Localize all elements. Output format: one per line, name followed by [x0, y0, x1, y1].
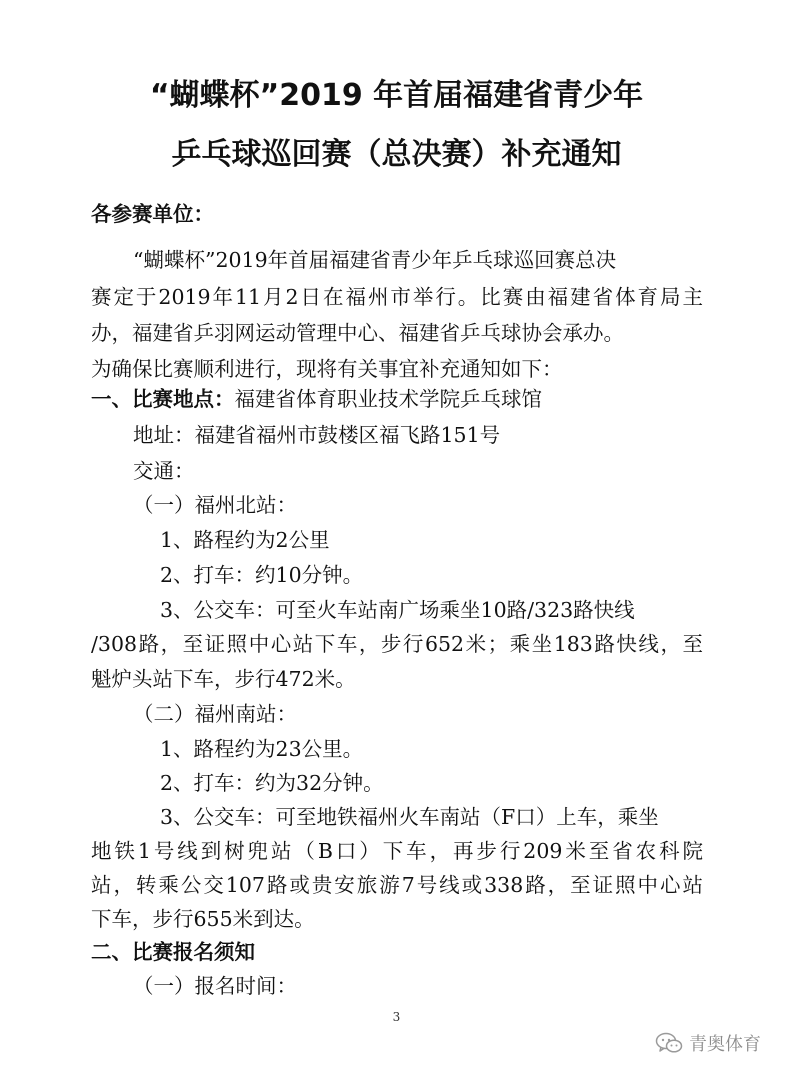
- south-item-taxi: 2、打车：约为32分钟。: [160, 771, 384, 795]
- salutation: 各参赛单位：: [91, 202, 214, 226]
- venue-name: 福建省体育职业技术学院乒乓球馆: [234, 387, 542, 411]
- north-bus-line-3: 魁炉头站下车，步行472米。: [91, 667, 356, 691]
- south-bus-line-2: 地铁1号线到树兜站（B口）下车，再步行209米至省农科院: [91, 839, 703, 863]
- title-line-2: 乒乓球巡回赛（总决赛）补充通知: [171, 137, 622, 172]
- section-1-row: [91, 384, 542, 414]
- intro-line-1: “蝴蝶杯”2019年首届福建省青少年乒乓球巡回赛总决: [133, 248, 617, 272]
- registration-time-heading: （一）报名时间：: [133, 974, 297, 998]
- north-bus-line-2: /308路，至证照中心站下车，步行652米；乘坐183路快线，至: [91, 632, 703, 656]
- intro-line-4: 为确保比赛顺利进行，现将有关事宜补充通知如下：: [91, 357, 563, 381]
- venue-address: 地址：福建省福州市鼓楼区福飞路151号: [133, 423, 501, 447]
- watermark: [655, 1030, 761, 1056]
- page-number: 3: [392, 1010, 401, 1024]
- south-bus-line-4: 下车，步行655米到达。: [91, 907, 315, 931]
- transport-label: 交通：: [133, 459, 195, 483]
- intro-line-2: 赛定于2019年11月2日在福州市举行。比赛由福建省体育局主: [91, 285, 703, 309]
- south-item-distance: 1、路程约为23公里。: [160, 737, 364, 761]
- north-item-distance: 1、路程约为2公里: [160, 528, 330, 552]
- north-item-taxi: 2、打车：约10分钟。: [160, 563, 364, 587]
- intro-line-3: 办，福建省乒羽网运动管理中心、福建省乒乓球协会承办。: [91, 321, 624, 345]
- section-1-heading: 一、比赛地点：: [91, 387, 235, 411]
- south-station-heading: （二）福州南站：: [133, 702, 297, 726]
- section-2-heading: 二、比赛报名须知: [91, 940, 255, 964]
- north-station-heading: （一）福州北站：: [133, 493, 297, 517]
- south-bus-line-1: 3、公交车：可至地铁福州火车南站（F口）上车，乘坐: [160, 805, 659, 829]
- wechat-icon: [655, 1031, 683, 1055]
- north-bus-line-1: 3、公交车：可至火车站南广场乘坐10路/323路快线: [160, 598, 635, 622]
- title-line-1: “蝴蝶杯”2019 年首届福建省青少年: [149, 78, 644, 113]
- watermark-text: 青奥体育: [689, 1034, 761, 1055]
- south-bus-line-3: 站，转乘公交107路或贵安旅游7号线或338路，至证照中心站: [91, 873, 703, 897]
